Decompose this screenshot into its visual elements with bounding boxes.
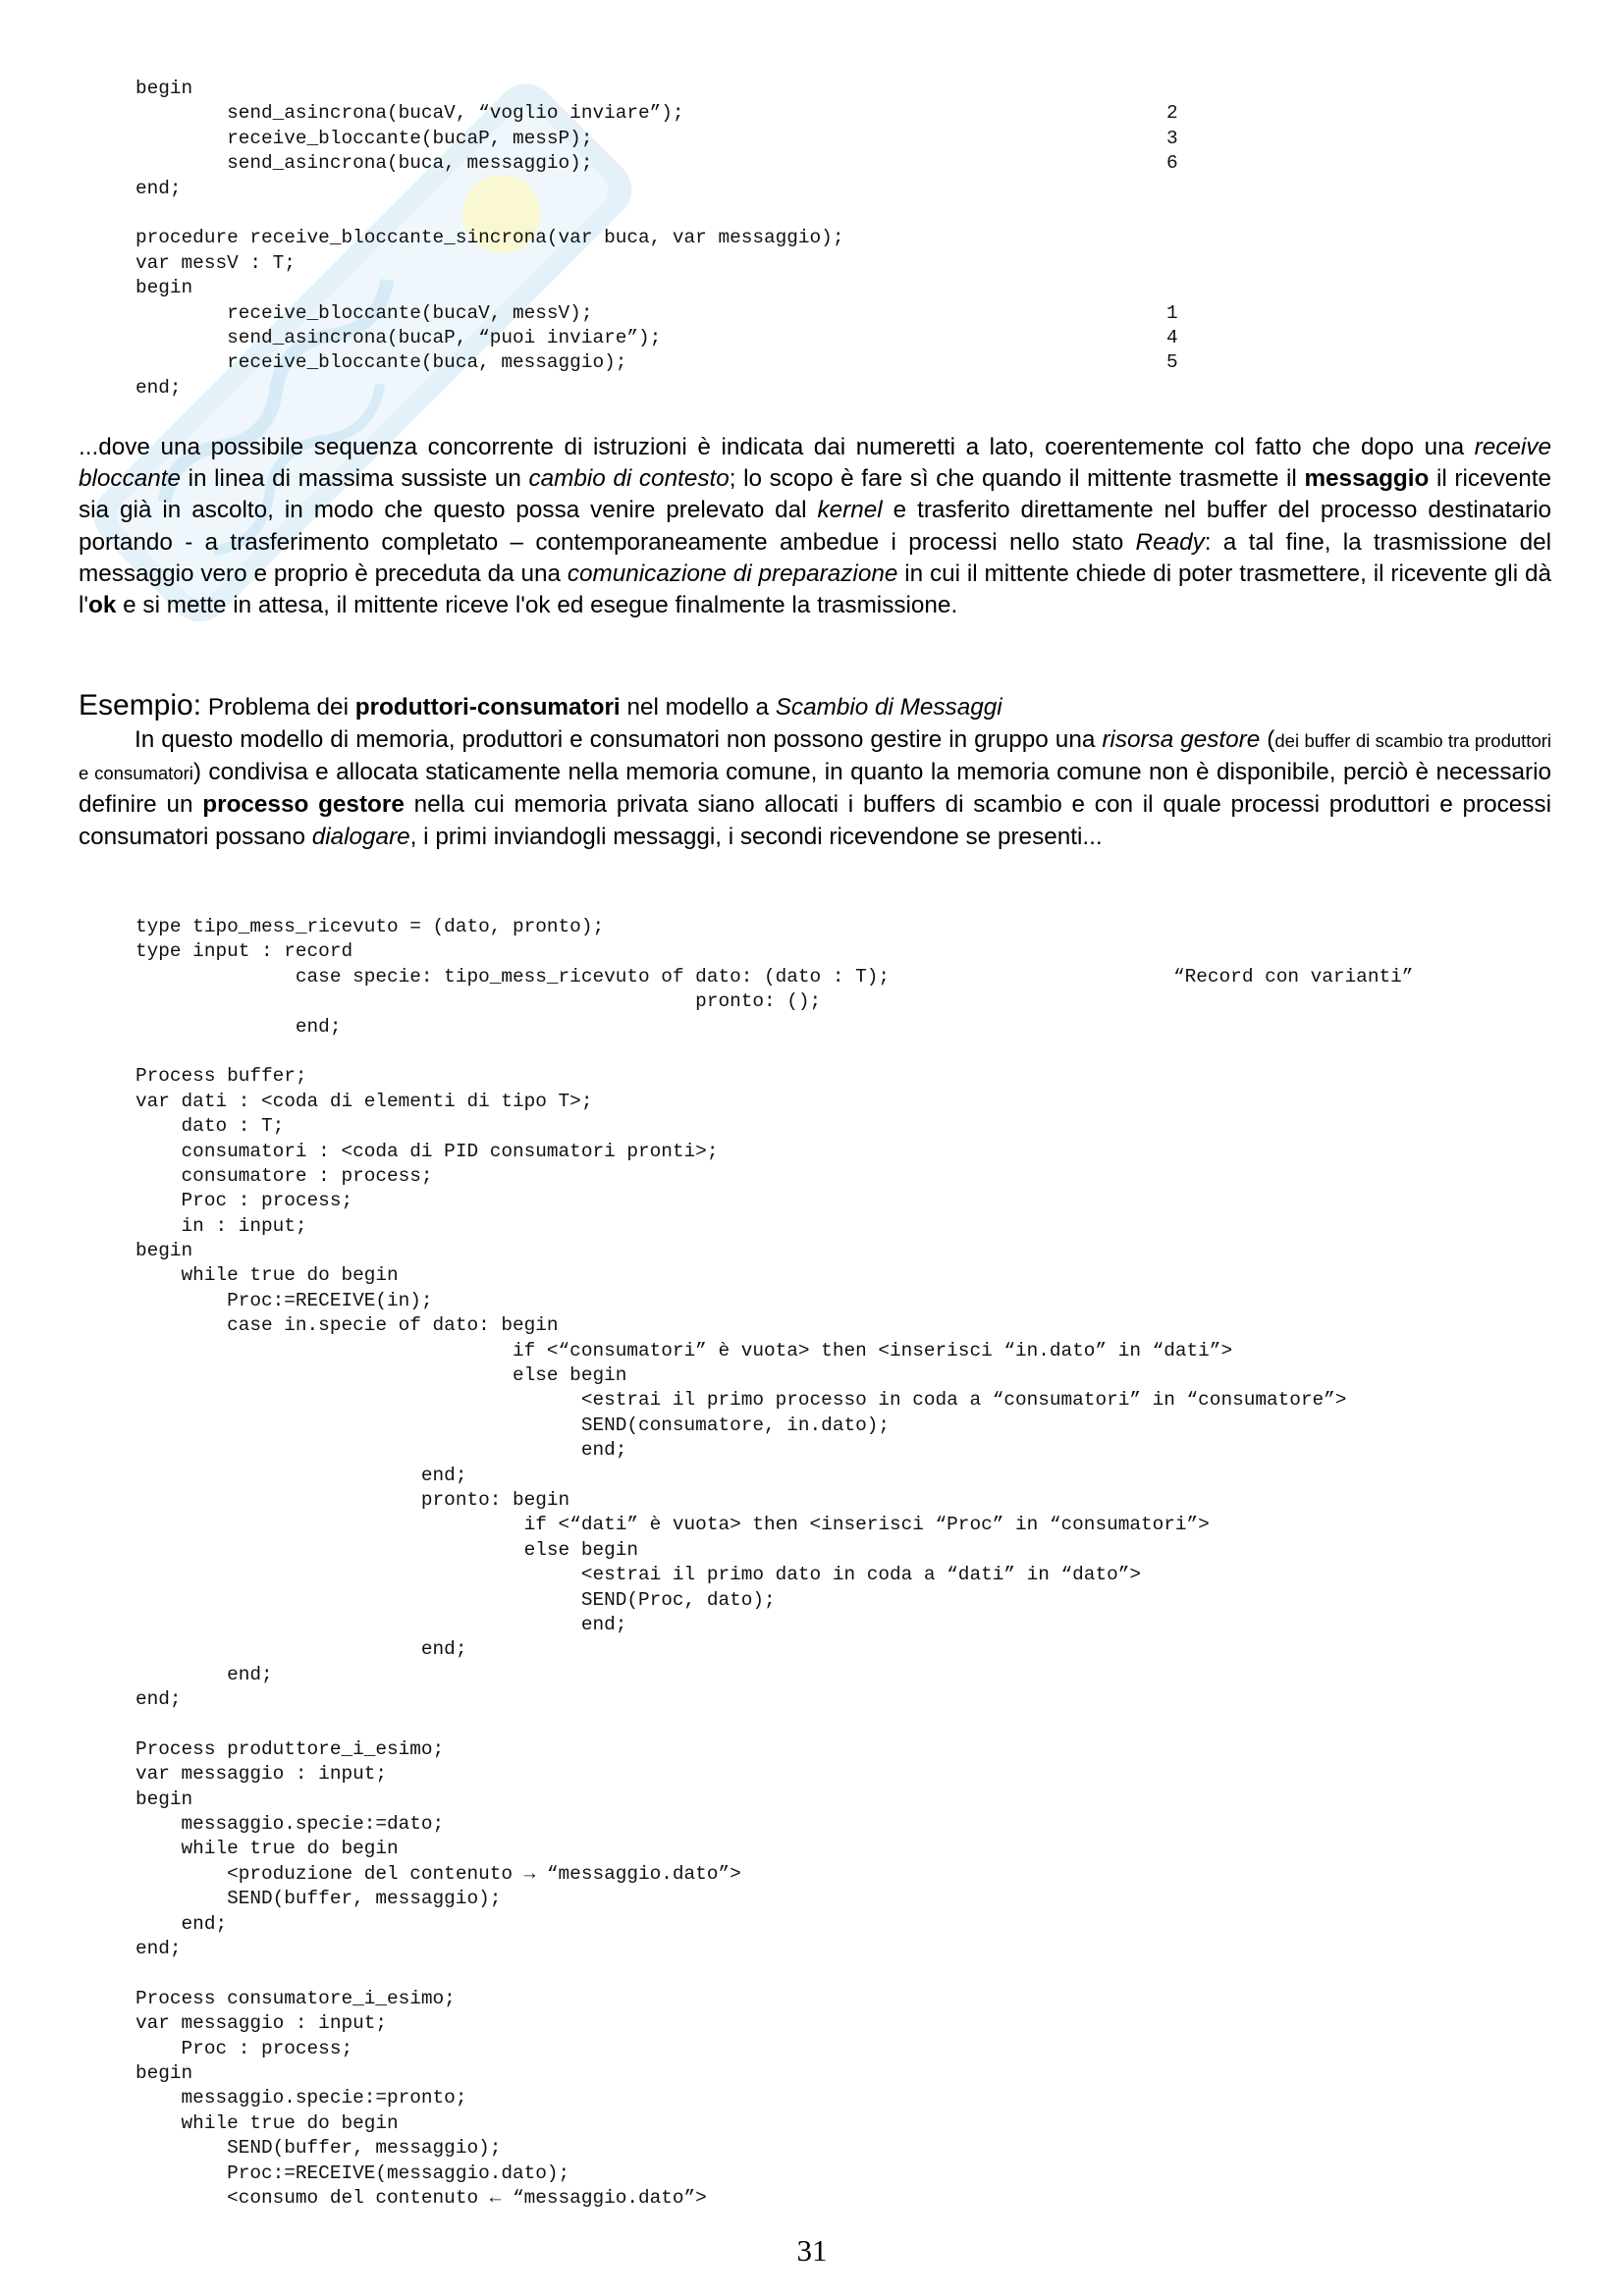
code-text: SEND(buffer, messaggio); xyxy=(135,2137,502,2160)
code-text: SEND(consumatore, in.dato); xyxy=(135,1414,890,1436)
code-line xyxy=(135,1737,1346,1762)
code-line xyxy=(135,1114,1346,1139)
sequence-number: 3 xyxy=(1166,127,1178,149)
sequence-number: 4 xyxy=(1166,326,1178,348)
code-text: send_asincrona(bucaP, “puoi inviare”); xyxy=(135,326,662,348)
code-line xyxy=(135,276,843,300)
sequence-number: 6 xyxy=(1166,152,1178,175)
code-text: begin xyxy=(135,277,193,299)
code-text: type tipo_mess_ricevuto = (dato, pronto); xyxy=(135,916,605,937)
code-text: end; xyxy=(135,177,182,199)
code-text: receive_bloccante(bucaV, messV); xyxy=(135,301,593,324)
code-line xyxy=(135,177,843,201)
sequence-number: 1 xyxy=(1166,301,1178,324)
code-text: type input : record xyxy=(135,940,353,963)
code-text: messaggio.specie:=pronto; xyxy=(135,2087,467,2109)
code-text: <estrai il primo dato in coda a “dati” in “dato”> xyxy=(135,1564,1141,1586)
code-line xyxy=(135,2186,1346,2211)
code-line xyxy=(135,1663,1346,1687)
code-text: end; xyxy=(135,1464,467,1486)
code-text: send_asincrona(bucaV, “voglio inviare”); xyxy=(135,102,684,125)
code-text: end; xyxy=(135,1015,342,1038)
code-line xyxy=(135,1713,1346,1737)
code-text: <consumo del contenuto ← “messaggio.dato”> xyxy=(135,2186,707,2209)
code-line xyxy=(135,101,1178,126)
code-line xyxy=(135,350,1178,375)
code-line xyxy=(135,376,843,400)
code-line xyxy=(135,226,843,250)
code-line xyxy=(135,1414,1346,1438)
code-line xyxy=(135,1762,1346,1787)
code-line xyxy=(135,1339,1346,1363)
code-line xyxy=(135,1937,1346,1961)
code-line xyxy=(135,1164,1346,1189)
code-line xyxy=(135,1538,1346,1563)
code-text: dato : T; xyxy=(135,1115,285,1138)
code-line xyxy=(135,1987,1346,2011)
code-line xyxy=(135,2111,1346,2136)
code-text: end; xyxy=(135,1638,467,1661)
code-line xyxy=(135,2162,1346,2186)
code-text: else begin xyxy=(135,1538,638,1561)
code-block-send-receive xyxy=(135,77,1178,400)
code-line xyxy=(135,1388,1346,1413)
page-number: 31 xyxy=(796,2233,828,2268)
code-line xyxy=(135,1289,1346,1313)
code-text: end; xyxy=(135,1938,182,1960)
code-text: begin xyxy=(135,1240,193,1262)
code-comment: “Record con varianti” xyxy=(1173,965,1414,988)
code-text: end; xyxy=(135,1912,228,1935)
code-text: SEND(buffer, messaggio); xyxy=(135,1888,502,1910)
code-text: begin xyxy=(135,2061,193,2084)
code-text: var messaggio : input; xyxy=(135,1763,387,1786)
code-line xyxy=(135,1961,1346,1986)
code-line xyxy=(135,1887,1346,1911)
code-text: var messaggio : input; xyxy=(135,2012,387,2035)
code-text: if <“dati” è vuota> then <inserisci “Proc” in “consumatori”> xyxy=(135,1514,1210,1536)
code-line xyxy=(135,2136,1346,2161)
code-text: else begin xyxy=(135,1364,627,1387)
code-text: send_asincrona(buca, messaggio); xyxy=(135,152,593,175)
code-line xyxy=(135,1090,1346,1114)
code-text: consumatore : process; xyxy=(135,1164,433,1187)
code-text: <produzione del contenuto → “messaggio.dato”> xyxy=(135,1862,741,1885)
code-line xyxy=(135,77,843,101)
code-line xyxy=(135,1637,1346,1662)
code-line xyxy=(135,1812,1346,1837)
code-line xyxy=(135,1788,1346,1812)
sequence-number: 2 xyxy=(1166,102,1178,125)
code-text: consumatori : <coda di PID consumatori pronti>; xyxy=(135,1140,719,1162)
code-text: in : input; xyxy=(135,1214,307,1237)
code-text: if <“consumatori” è vuota> then <inserisci “in.dato” in “dati”> xyxy=(135,1339,1233,1362)
code-line xyxy=(135,1040,1346,1064)
code-line xyxy=(135,301,1178,326)
code-text: <estrai il primo processo in coda a “consumatori” in “consumatore”> xyxy=(135,1389,1347,1412)
code-line xyxy=(135,1263,1346,1288)
code-text: end; xyxy=(135,376,182,399)
code-text: var dati : <coda di elementi di tipo T>; xyxy=(135,1090,593,1112)
code-line xyxy=(135,1588,1346,1613)
code-line xyxy=(135,1862,1346,1887)
code-line xyxy=(135,326,1178,350)
code-line xyxy=(135,1363,1346,1388)
code-line xyxy=(135,1239,1346,1263)
code-line xyxy=(135,2061,1346,2086)
code-text: Proc:=RECEIVE(messaggio.dato); xyxy=(135,2162,570,2184)
code-line xyxy=(135,1687,1346,1712)
code-text: Proc:=RECEIVE(in); xyxy=(135,1289,433,1311)
code-text: while true do begin xyxy=(135,1838,399,1860)
code-line xyxy=(135,1064,1346,1089)
code-line xyxy=(135,1563,1346,1587)
code-text: pronto: (); xyxy=(135,990,822,1013)
code-line xyxy=(135,251,843,276)
code-text: end; xyxy=(135,1613,627,1635)
code-line xyxy=(135,2037,1346,2061)
code-line xyxy=(135,1189,1346,1213)
code-line xyxy=(135,989,1346,1014)
example-heading: Esempio: Problema dei produttori-consumatori nel modello a Scambio di Messaggi xyxy=(79,689,1002,721)
code-text: pronto: begin xyxy=(135,1488,570,1511)
code-line xyxy=(135,1140,1346,1164)
code-text: Process consumatore_i_esimo; xyxy=(135,1987,456,2009)
code-line xyxy=(135,2086,1346,2110)
code-text: end; xyxy=(135,1688,182,1711)
code-text: while true do begin xyxy=(135,1264,399,1287)
paragraph-example: In questo modello di memoria, produttori e consumatori non possono gestire in gruppo una risorsa gestore (dei buffer di scambio tra produttori e consumatori) condivisa e allocata staticamente nella memoria comune, in quanto la memoria comune non è disponibile, perciò è necessario definire un processo gestore nella cui memoria privata siano allocati i buffers di scambio e con il quale processi produttori e processi consumatori possano dialogare, i primi inviandogli messaggi, i secondi ricevendone se presenti... xyxy=(79,726,1552,850)
code-text: case specie: tipo_mess_ricevuto of dato: (dato : T); xyxy=(135,965,890,988)
code-line xyxy=(135,1912,1346,1937)
code-text: case in.specie of dato: begin xyxy=(135,1314,559,1337)
code-text: messaggio.specie:=dato; xyxy=(135,1813,445,1836)
code-text: SEND(Proc, dato); xyxy=(135,1588,776,1611)
code-line xyxy=(135,915,1346,939)
code-text: Proc : process; xyxy=(135,2037,353,2059)
sequence-number: 5 xyxy=(1166,351,1178,374)
code-line xyxy=(135,127,1178,151)
code-line xyxy=(135,1214,1346,1239)
paragraph-explanation: ...dove una possibile sequenza concorrente di istruzioni è indicata dai numeretti a lato, coerentemente col fatto che dopo una receive bloccante in linea di massima sussiste un cambio di contesto; lo scopo è fare sì che quando il mittente trasmette il messaggio il ricevente sia già in ascolto, in modo che questo possa venire prelevato dal kernel e trasferito direttamente nel buffer del processo destinatario portando - a trasferimento completato – contemporaneamente ambedue i processi nello stato Ready: a tal fine, la trasmissione del messaggio vero e proprio è preceduta da una comunicazione di preparazione in cui il mittente chiede di poter trasmettere, il ricevente gli dà l'ok e si mette in attesa, il mittente riceve l'ok ed esegue finalmente la trasmissione. xyxy=(79,434,1551,619)
code-text: end; xyxy=(135,1663,273,1685)
code-text: receive_bloccante(bucaP, messP); xyxy=(135,127,593,149)
code-block-producer-consumer xyxy=(135,915,1414,2211)
code-text: while true do begin xyxy=(135,2111,399,2134)
code-line xyxy=(135,1613,1346,1637)
code-line xyxy=(135,201,843,226)
code-text: procedure receive_bloccante_sincrona(var buca, var messaggio); xyxy=(135,227,844,249)
code-line xyxy=(135,939,1346,964)
code-text: var messV : T; xyxy=(135,251,296,274)
code-text: begin xyxy=(135,78,193,99)
code-line xyxy=(135,2011,1346,2036)
code-text: end; xyxy=(135,1439,627,1462)
code-line xyxy=(135,151,1178,176)
code-line xyxy=(135,1837,1346,1861)
code-line xyxy=(135,1015,1346,1040)
code-text: begin xyxy=(135,1788,193,1810)
code-line xyxy=(135,1488,1346,1513)
code-text: Process produttore_i_esimo; xyxy=(135,1737,445,1760)
code-text: Process buffer; xyxy=(135,1065,307,1088)
code-text: Proc : process; xyxy=(135,1190,353,1212)
code-text: receive_bloccante(buca, messaggio); xyxy=(135,351,627,374)
code-line xyxy=(135,965,1414,989)
code-line xyxy=(135,1313,1346,1338)
code-line xyxy=(135,1438,1346,1463)
code-line xyxy=(135,1513,1346,1537)
code-line xyxy=(135,1464,1346,1488)
